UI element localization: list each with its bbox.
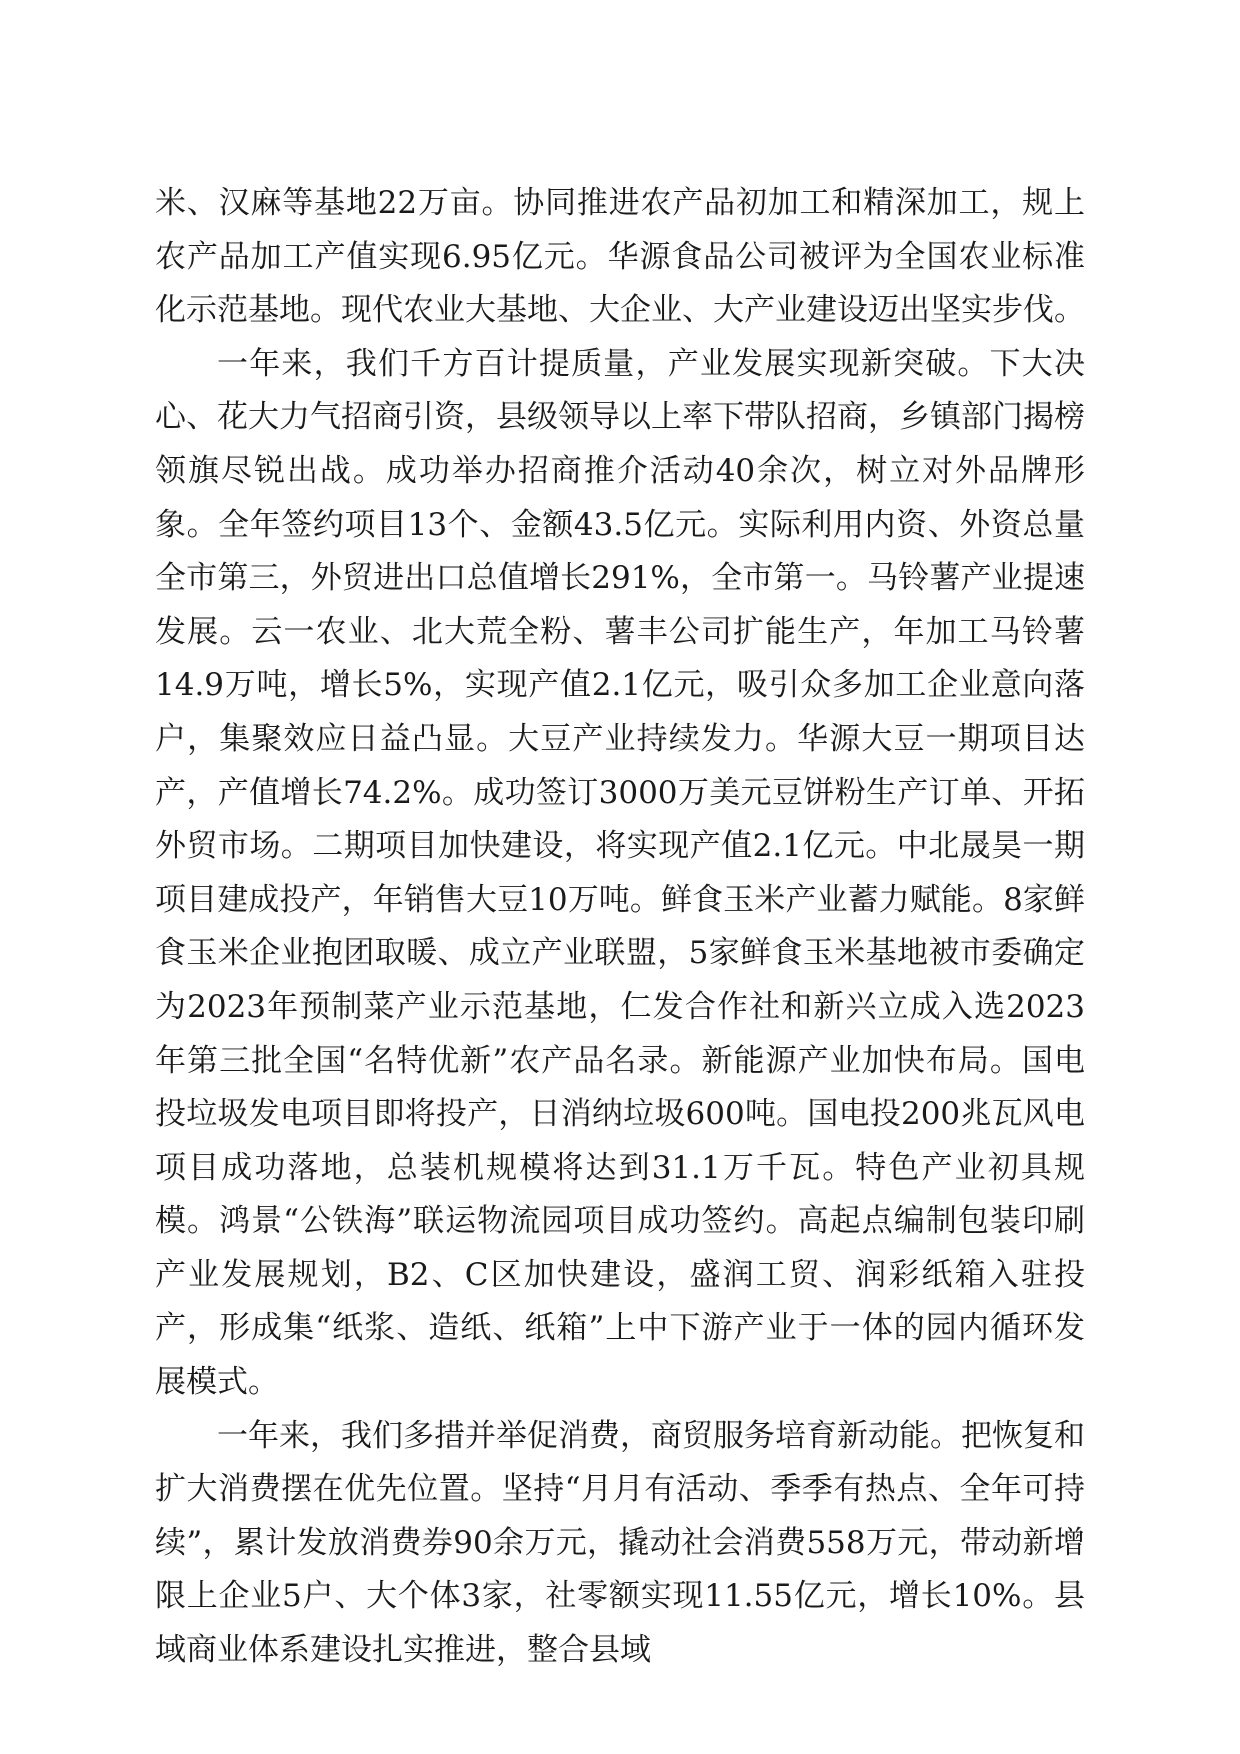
paragraph-consumption-services: 一年来，我们多措并举促消费，商贸服务培育新动能。把恢复和扩大消费摆在优先位置。坚持“月月有活动、季季有热点、全年可持续”，累计发放消费券90余万元，撬动社会消费558万元，带动新增限上企业5户、大个体3家，社零额实现11.55亿元，增长10%。县域商业体系建设扎实推进，整合县域 (155, 1417, 1085, 1669)
document-body (155, 177, 1085, 1678)
paragraph-continuation: 米、汉麻等基地22万亩。协同推进农产品初加工和精深加工，规上农产品加工产值实现6.95亿元。华源食品公司被评为全国农业标准化示范基地。现代农业大基地、大企业、大产业建设迈出坚实步伐。 (155, 185, 1085, 329)
paragraph-industry-development: 一年来，我们千方百计提质量，产业发展实现新突破。下大决心、花大力气招商引资，县级领导以上率下带队招商，乡镇部门揭榜领旗尽锐出战。成功举办招商推介活动40余次，树立对外品牌形象。全年签约项目13个、金额43.5亿元。实际利用内资、外资总量全市第三，外贸进出口总值增长291%，全市第一。马铃薯产业提速发展。云一农业、北大荒全粉、薯丰公司扩能生产，年加工马铃薯14.9万吨，增长5%，实现产值2.1亿元，吸引众多加工企业意向落户，集聚效应日益凸显。大豆产业持续发力。华源大豆一期项目达产，产值增长74.2%。成功签订3000万美元豆饼粉生产订单、开拓外贸市场。二期项目加快建设，将实现产值2.1亿元。中北晟昊一期项目建成投产，年销售大豆10万吨。鲜食玉米产业蓄力赋能。8家鲜食玉米企业抱团取暖、成立产业联盟，5家鲜食玉米基地被市委确定为2023年预制菜产业示范基地，仁发合作社和新兴立成入选2023年第三批全国“名特优新”农产品名录。新能源产业加快布局。国电投垃圾发电项目即将投产，日消纳垃圾600吨。国电投200兆瓦风电项目成功落地，总装机规模将达到31.1万千瓦。特色产业初具规模。鸿景“公铁海”联运物流园项目成功签约。高起点编制包装印刷产业发展规划，B2、C区加快建设，盛润工贸、润彩纸箱入驻投产，形成集“纸浆、造纸、纸箱”上中下游产业于一体的园内循环发展模式。 (155, 345, 1085, 1401)
